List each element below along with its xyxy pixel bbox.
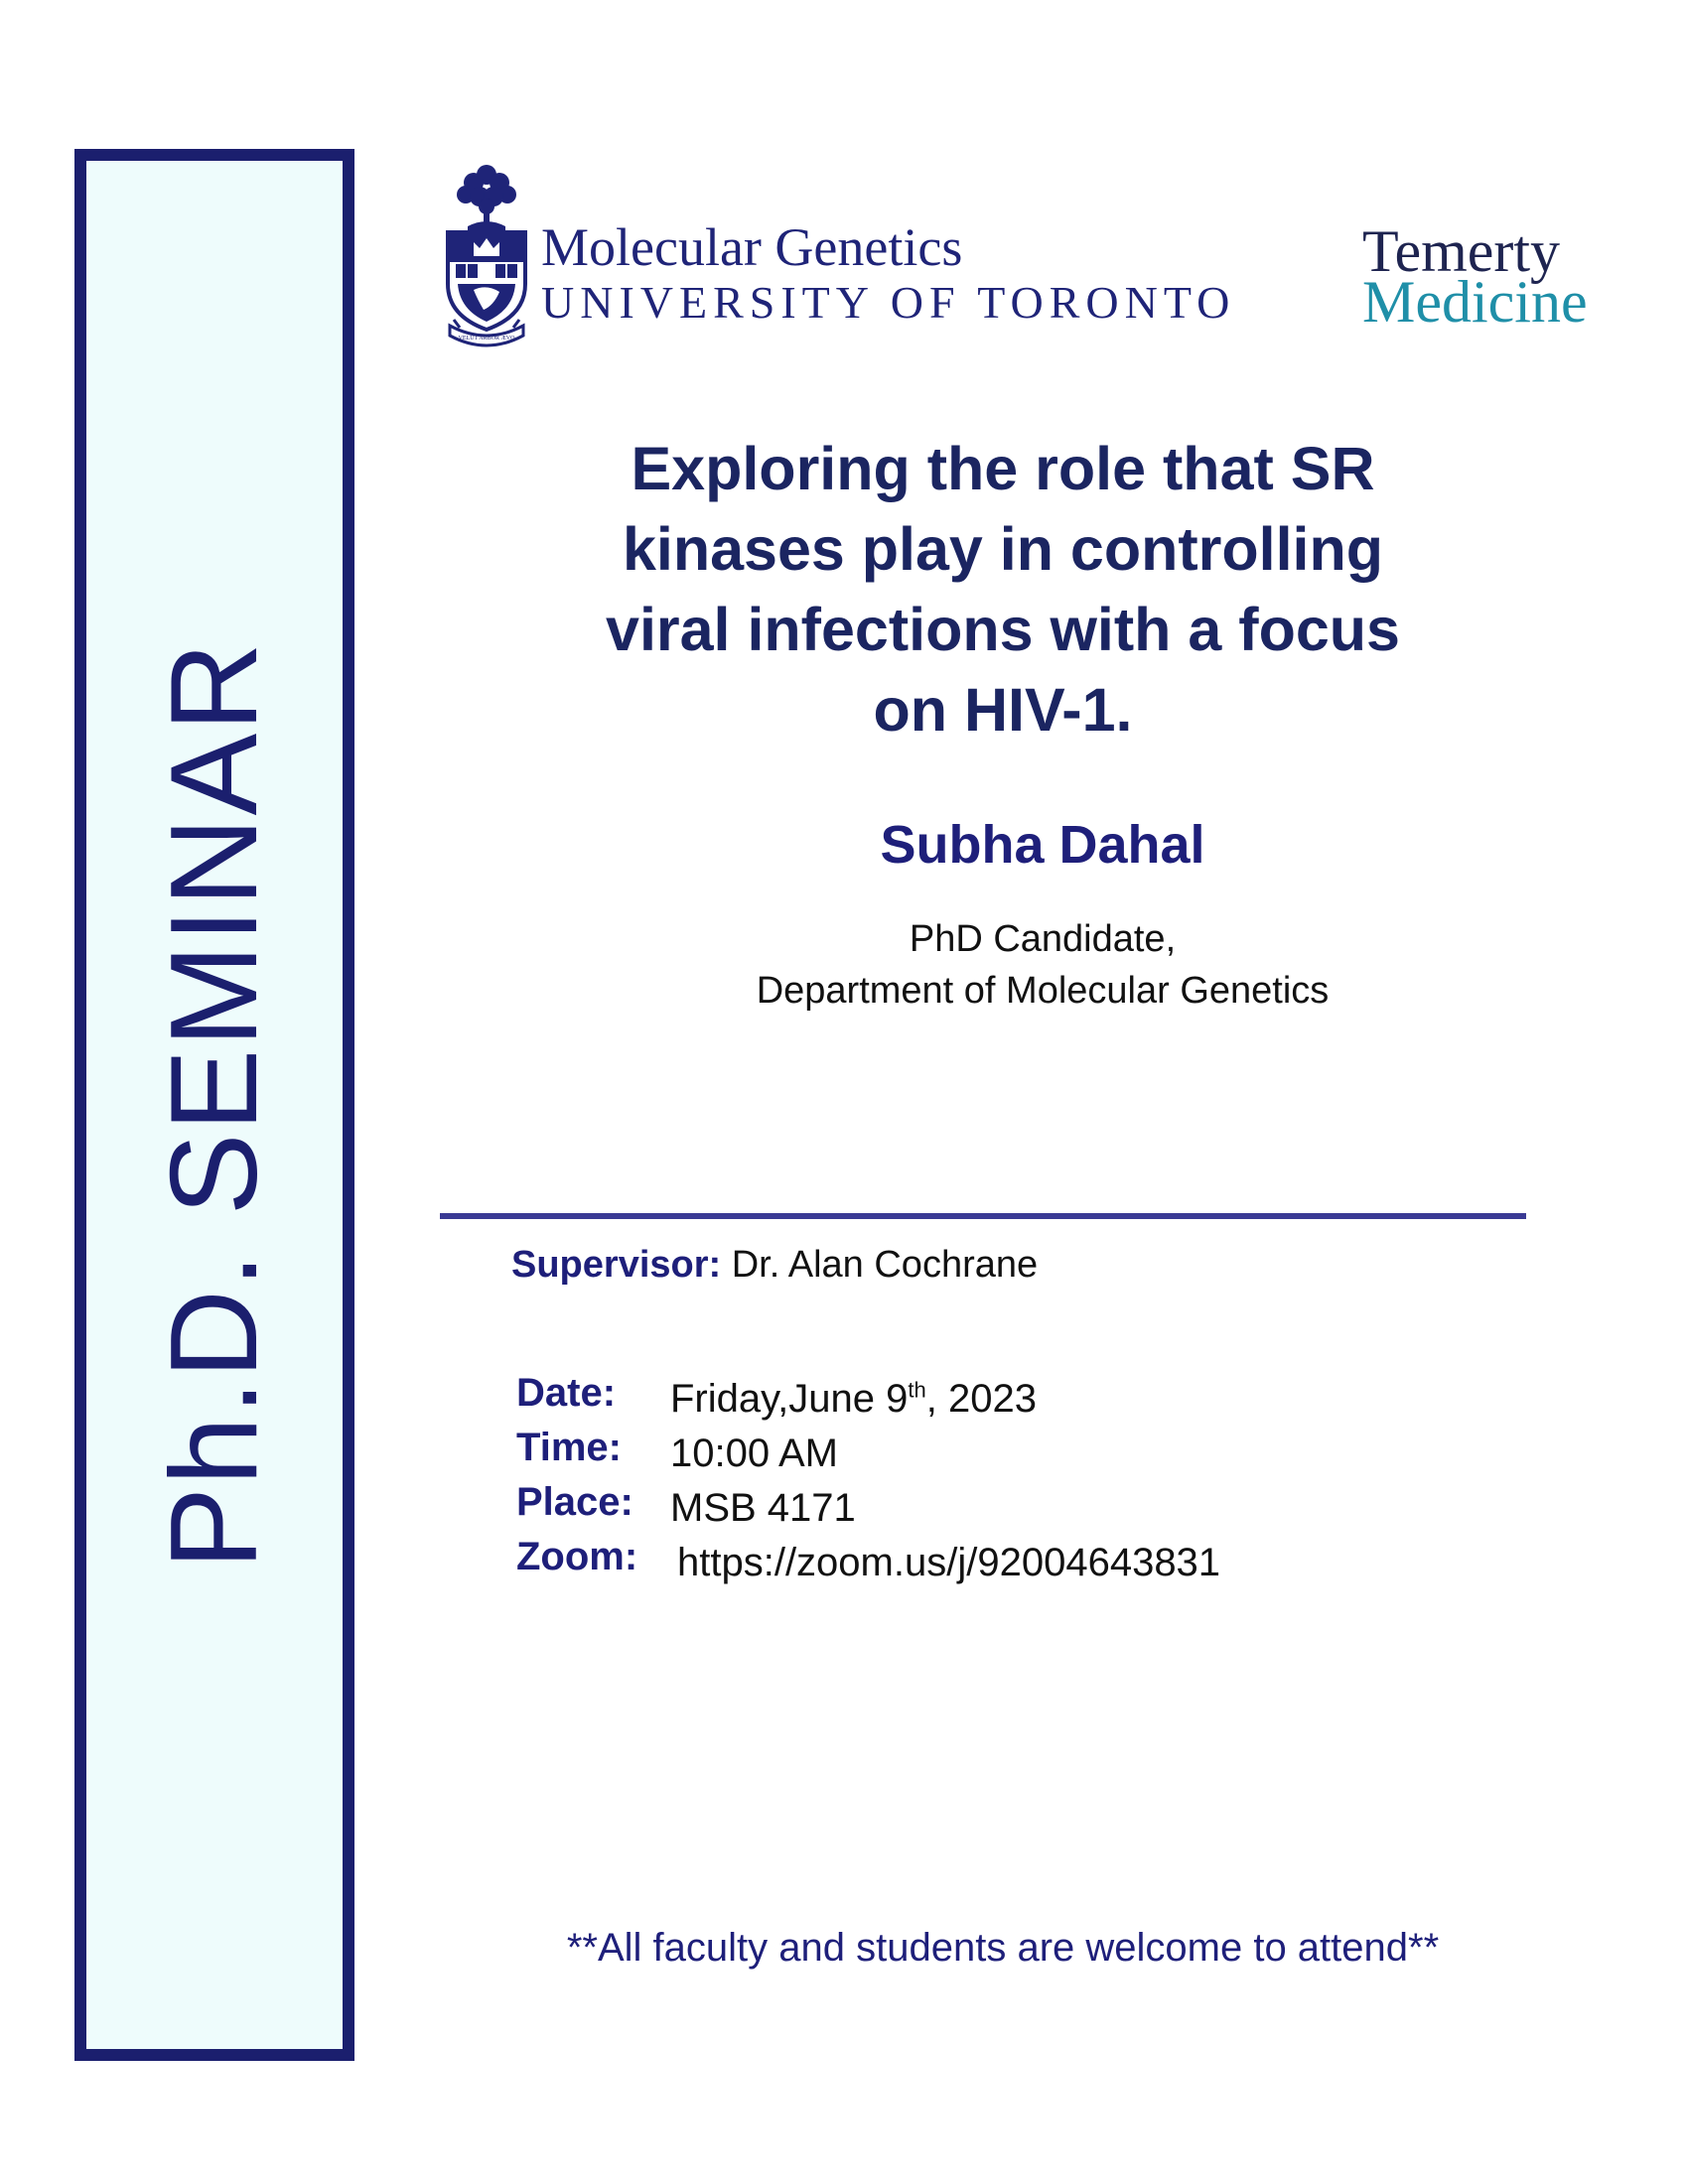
title-line: viral infections with a focus — [606, 596, 1400, 663]
role-line: PhD Candidate, — [909, 918, 1177, 960]
presenter-role — [645, 913, 1440, 1017]
university-of-toronto-wordmark: UNIVERSITY OF TORONTO — [541, 277, 1236, 328]
date-label: Date: — [516, 1371, 617, 1415]
presenter-name: Subha Dahal — [880, 815, 1205, 875]
section-divider — [440, 1213, 1526, 1219]
time-value: 10:00 AM — [670, 1432, 839, 1475]
uoft-crest-icon — [444, 161, 529, 347]
supervisor-value: Dr. Alan Cochrane — [731, 1244, 1039, 1286]
seminar-banner — [74, 149, 354, 2061]
date-value-main: Friday,June 9 — [670, 1377, 909, 1421]
banner-title: Ph.D. SEMINAR — [146, 640, 283, 1570]
supervisor-label: Supervisor: — [511, 1244, 722, 1286]
supervisor-line — [511, 1244, 1038, 1287]
title-line: Exploring the role that SR — [631, 435, 1375, 502]
zoom-link[interactable]: https://zoom.us/j/92004643831 — [677, 1541, 1221, 1584]
temerty-wordmark: Temerty — [1362, 218, 1561, 284]
zoom-label: Zoom: — [516, 1535, 638, 1578]
title-line: on HIV-1. — [873, 676, 1133, 744]
date-value — [670, 1377, 1037, 1422]
molecular-genetics-wordmark: Molecular Genetics — [541, 217, 963, 277]
seminar-title — [516, 429, 1489, 751]
place-label: Place: — [516, 1480, 633, 1524]
attendance-note: **All faculty and students are welcome to attend** — [566, 1926, 1440, 1970]
date-ordinal: th — [908, 1377, 926, 1403]
crest-motto: VELUT ARBOR ÆVO — [458, 336, 515, 341]
place-value: MSB 4171 — [670, 1486, 856, 1530]
title-line: kinases play in controlling — [622, 515, 1384, 583]
date-value-year: , 2023 — [925, 1377, 1037, 1421]
medicine-wordmark: Medicine — [1362, 269, 1588, 335]
time-label: Time: — [516, 1426, 622, 1469]
role-line: Department of Molecular Genetics — [756, 970, 1330, 1012]
